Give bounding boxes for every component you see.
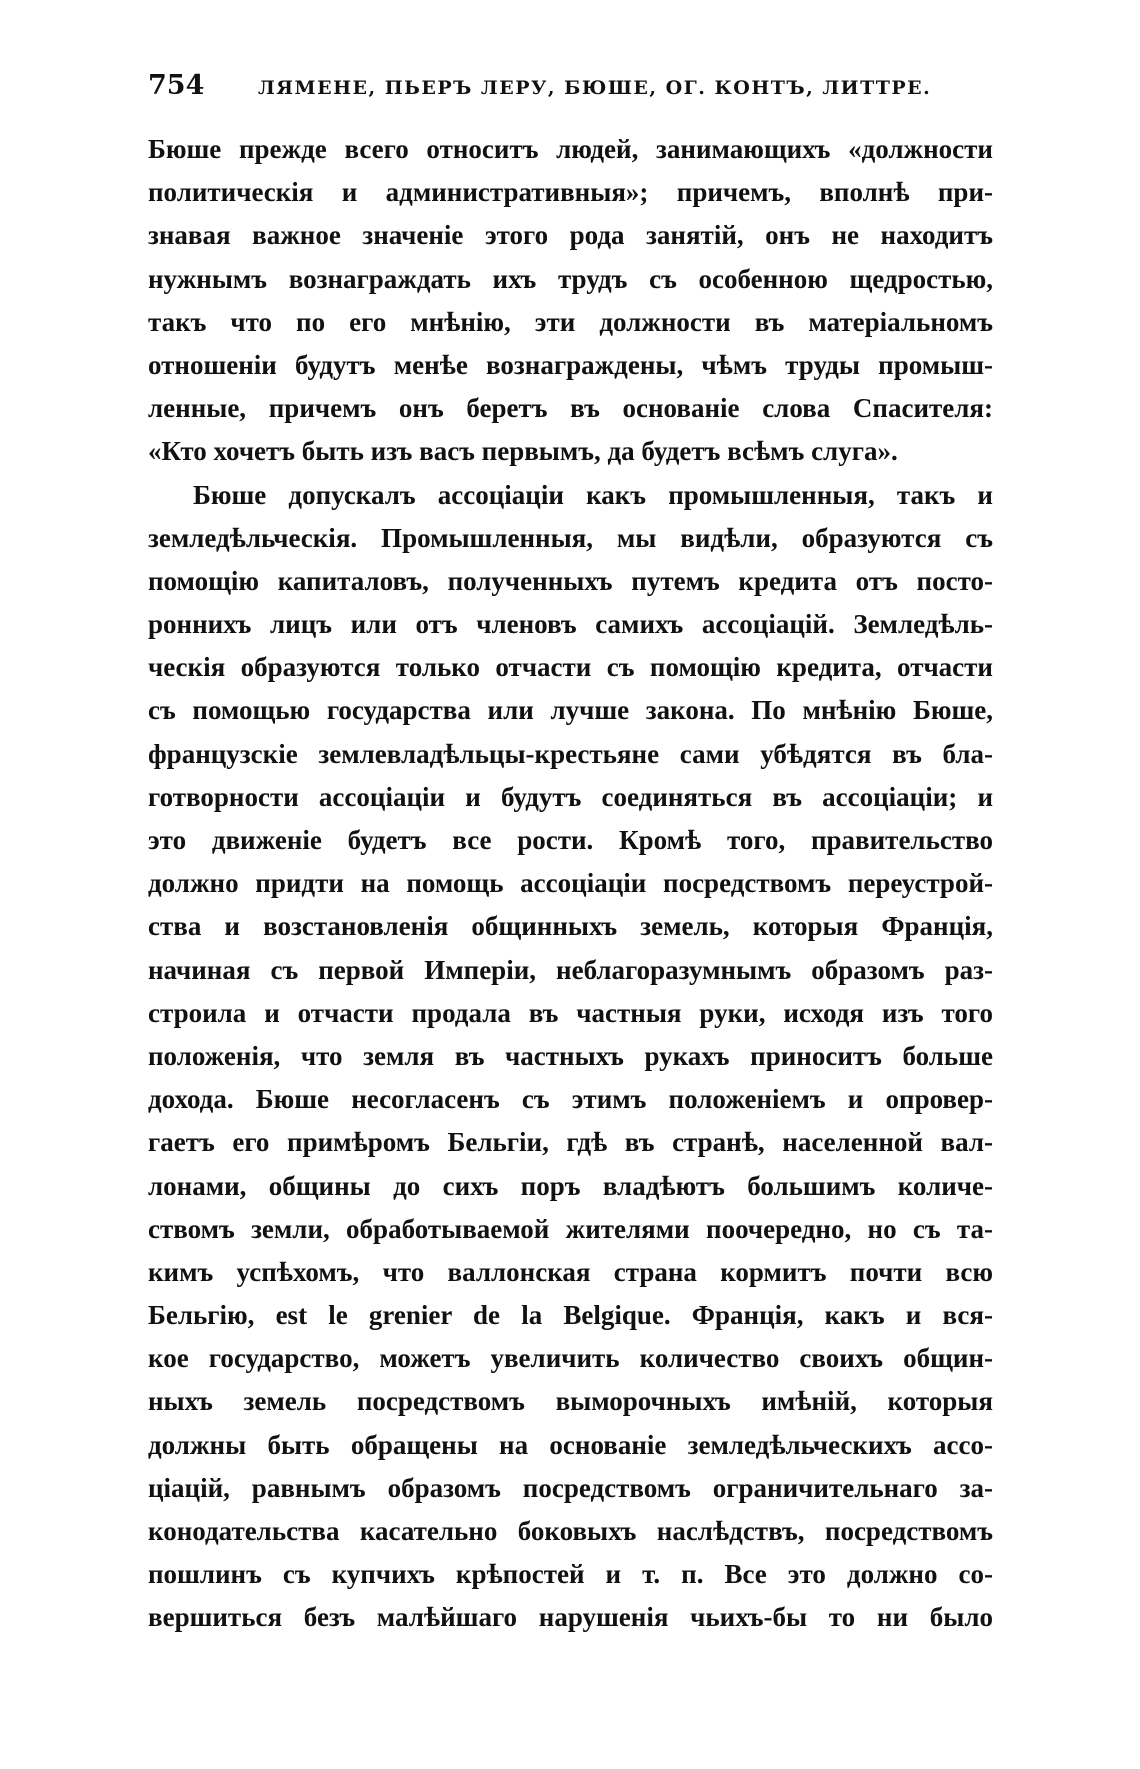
body-text [148, 128, 993, 1640]
text-line: такъ что по его мнѣнію, эти должности въ матеріальномъ [148, 306, 993, 337]
text-line: готворности ассоціаціи и будутъ соединяться въ ассоціаціи; и [148, 781, 993, 812]
text-line: французскіе землевладѣльцы-крестьяне сами убѣдятся въ бла- [148, 738, 993, 769]
text-line: дохода. Бюше несогласенъ съ этимъ положеніемъ и опровер- [148, 1084, 993, 1115]
text-line: помощію капиталовъ, полученныхъ путемъ кредита отъ посто- [148, 565, 993, 596]
text-line: ныхъ земель посредствомъ выморочныхъ имѣній, которыя [148, 1386, 993, 1417]
running-title: ЛЯМЕНЕ, ПЬЕРЪ ЛЕРУ, БЮШЕ, ОГ. КОНТЪ, ЛИТТРЕ. [258, 77, 932, 99]
text-line: кое государство, можетъ увеличить количество своихъ общин- [148, 1343, 993, 1374]
text-line: ства и возстановленія общинныхъ земель, которыя Франція, [148, 911, 993, 942]
text-line: «Кто хочетъ быть изъ васъ первымъ, да будетъ всѣмъ слуга». [148, 436, 898, 467]
text-line: ческія образуются только отчасти съ помощію кредита, отчасти [148, 652, 993, 683]
text-line: ціацій, равнымъ образомъ посредствомъ ограничительнаго за- [148, 1472, 993, 1503]
text-line: начиная съ первой Имперіи, неблагоразумнымъ образомъ раз- [148, 954, 993, 985]
running-head [148, 70, 993, 114]
text-line: вершиться безъ малѣйшаго нарушенія чьихъ-бы то ни было [148, 1602, 993, 1633]
text-line: должно придти на помощь ассоціаціи посредствомъ переустрой- [148, 868, 993, 899]
text-line: это движеніе будетъ все рости. Кромѣ того, правительство [148, 825, 993, 855]
text-line: земледѣльческія. Промышленныя, мы видѣли, образуются съ [148, 522, 993, 553]
text-line: конодательства касательно боковыхъ наслѣдствъ, посредствомъ [148, 1516, 993, 1546]
text-line: ленные, причемъ онъ беретъ въ основаніе слова Спасителя: [148, 393, 993, 424]
text-line: гаетъ его примѣромъ Бельгіи, гдѣ въ странѣ, населенной вал- [148, 1127, 993, 1158]
text-line: знавая важное значеніе этого рода занятій, онъ не находитъ [148, 220, 993, 251]
text-line: должны быть обращены на основаніе земледѣльческихъ ассо- [148, 1429, 993, 1460]
paragraph-1 [148, 128, 993, 474]
text-line: Бельгію, est le grenier de la Belgique. Франція, какъ и вся- [148, 1300, 993, 1331]
text-line: кимъ успѣхомъ, что валлонская страна кормитъ почти всю [148, 1256, 993, 1287]
text-line: съ помощью государства или лучше закона. По мнѣнію Бюше, [148, 695, 993, 726]
text-line: пошлинъ съ купчихъ крѣпостей и т. п. Все это должно со- [148, 1559, 993, 1590]
text-line: политическія и административныя»; причемъ, вполнѣ при- [148, 177, 993, 208]
text-line: Бюше допускалъ ассоціаціи какъ промышленныя, такъ и [193, 479, 993, 510]
paragraph-2 [148, 474, 993, 1640]
text-line: Бюше прежде всего относитъ людей, занимающихъ «должности [148, 134, 993, 164]
text-line: положенія, что земля въ частныхъ рукахъ приноситъ больше [148, 1040, 993, 1071]
text-line: нужнымъ вознаграждать ихъ трудъ съ особенною щедростью, [148, 263, 993, 294]
text-line: роннихъ лицъ или отъ членовъ самихъ ассоціацій. Земледѣль- [148, 609, 993, 640]
book-page [148, 70, 993, 1640]
text-line: отношеніи будутъ менѣе вознаграждены, чѣмъ труды промыш- [148, 349, 993, 380]
page-number: 754 [148, 70, 205, 101]
text-line: ствомъ земли, обработываемой жителями поочередно, но съ та- [148, 1213, 993, 1244]
text-line: строила и отчасти продала въ частныя руки, исходя изъ того [148, 997, 993, 1028]
text-line: лонами, общины до сихъ поръ владѣютъ большимъ количе- [148, 1170, 993, 1201]
